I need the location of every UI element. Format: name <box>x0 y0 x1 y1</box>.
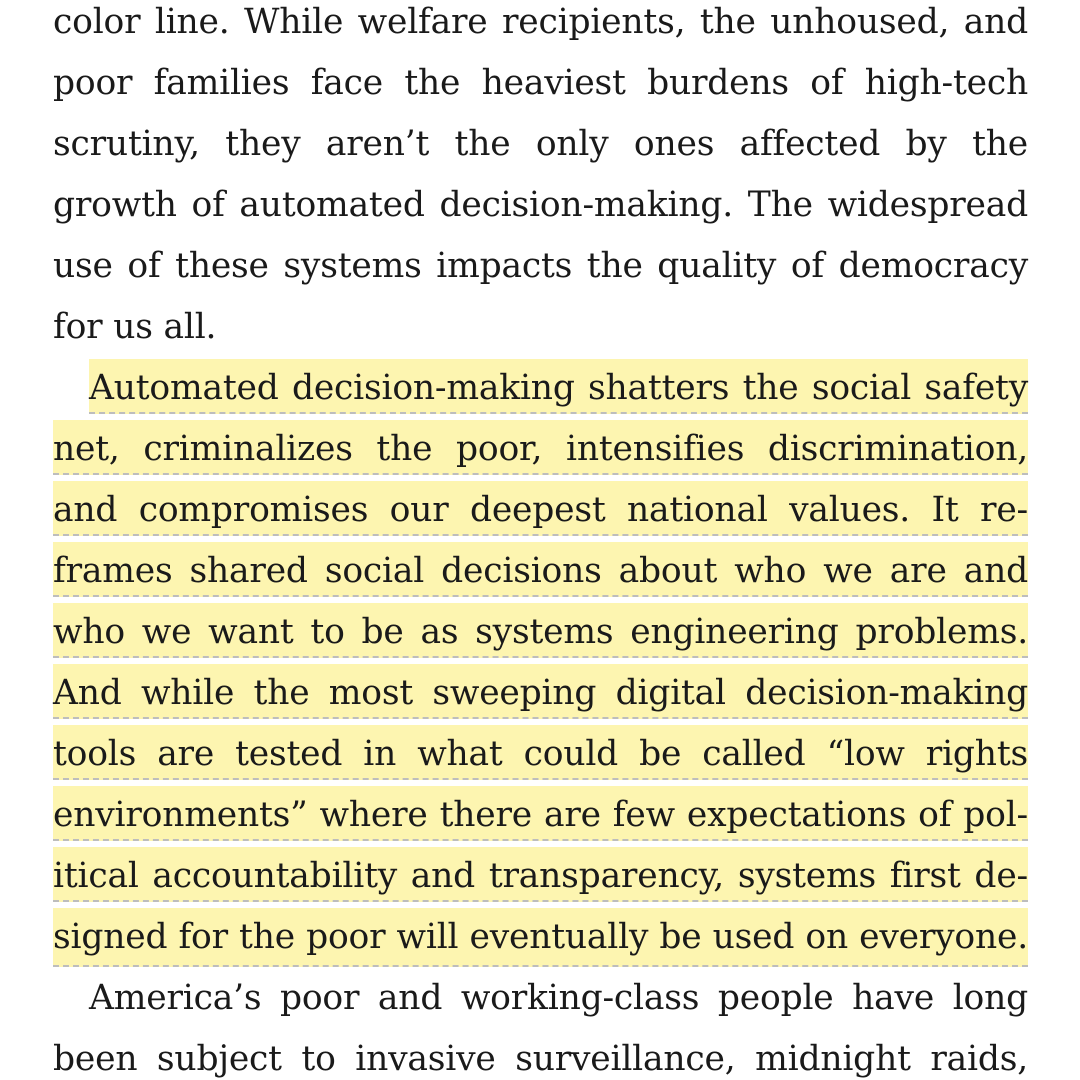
highlighted-text-line[interactable]: environments” where there are few expectations of pol- <box>53 795 1028 835</box>
highlighted-text-line[interactable]: Automated decision-making shatters the social safety <box>89 368 1028 408</box>
highlighted-text-line[interactable]: frames shared social decisions about who we are and <box>53 551 1028 591</box>
text-line: color line. While welfare recipients, the unhoused, and <box>53 2 1028 42</box>
text-line: America’s poor and working-class people have long <box>89 978 1028 1018</box>
highlighted-text-line[interactable]: itical accountability and transparency, systems first de- <box>53 856 1028 896</box>
highlighted-text-line[interactable]: tools are tested in what could be called “low rights <box>53 734 1028 774</box>
text-line: been subject to invasive surveillance, midnight raids, <box>53 1039 1028 1079</box>
highlighted-text-line[interactable]: who we want to be as systems engineering problems. <box>53 612 1028 652</box>
text-line: use of these systems impacts the quality of democracy <box>53 246 1028 286</box>
highlighted-text-line[interactable]: And while the most sweeping digital decision-making <box>53 673 1028 713</box>
text-line: scrutiny, they aren’t the only ones affected by the <box>53 124 1028 164</box>
text-line: for us all. <box>53 307 217 347</box>
text-line: poor families face the heaviest burdens of high-tech <box>53 63 1028 103</box>
highlighted-text-line[interactable]: net, criminalizes the poor, intensifies discrimination, <box>53 429 1028 469</box>
highlighted-text-line[interactable]: and compromises our deepest national values. It re- <box>53 490 1028 530</box>
text-line: growth of automated decision-making. The widespread <box>53 185 1028 225</box>
highlighted-text-line[interactable]: signed for the poor will eventually be used on everyone. <box>53 917 1028 957</box>
